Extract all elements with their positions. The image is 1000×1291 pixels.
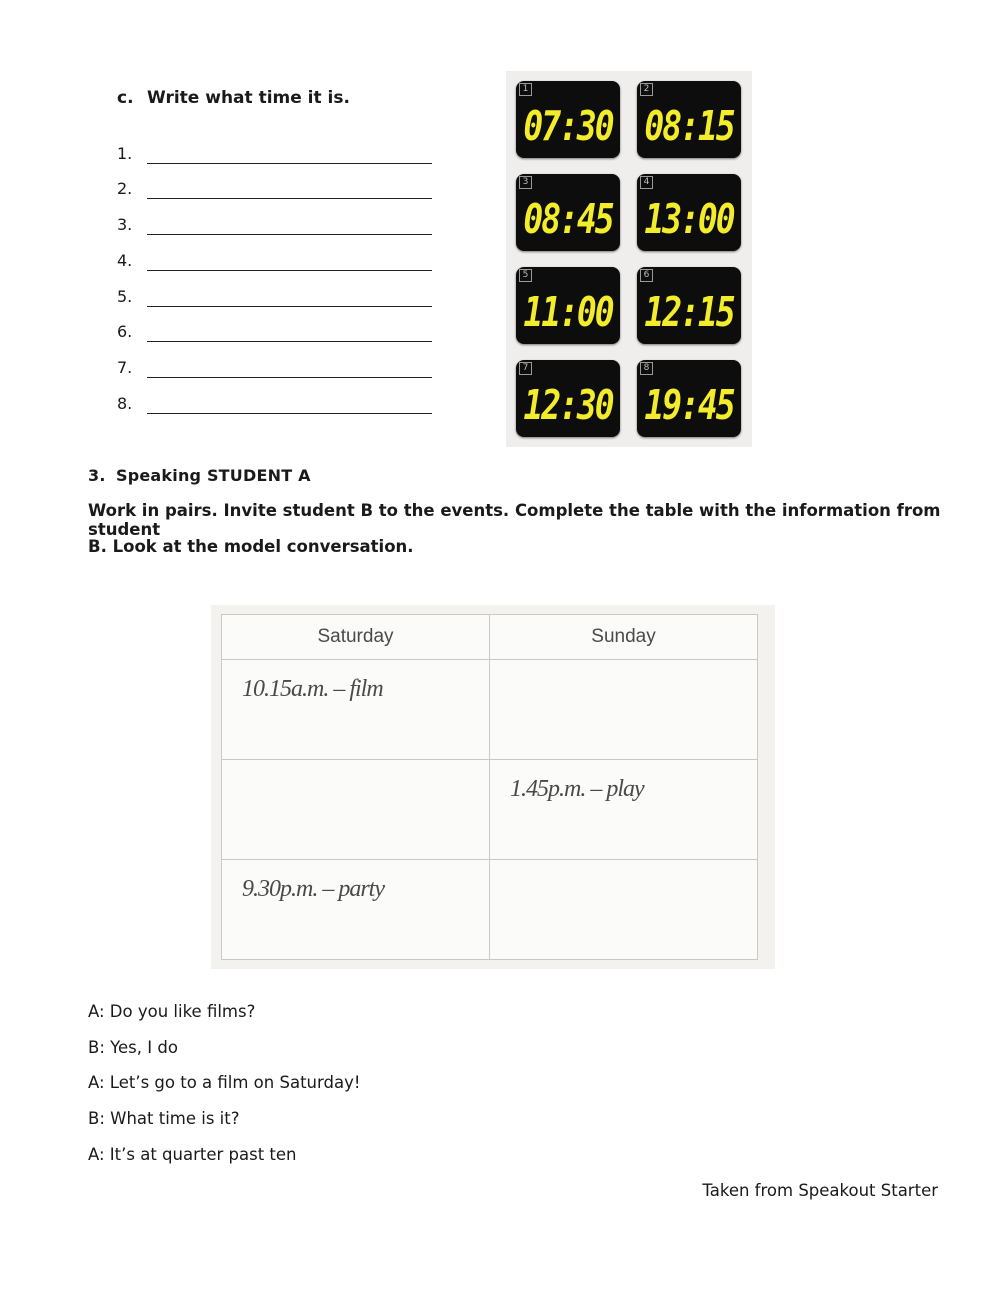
answer-blank[interactable] [147, 163, 432, 164]
digital-clock [516, 267, 620, 344]
answer-blank[interactable] [147, 341, 432, 342]
table-cell [222, 860, 490, 960]
table-row [222, 660, 758, 760]
digital-clock [637, 360, 741, 437]
events-table [221, 614, 758, 960]
digital-clock [637, 81, 741, 158]
answer-number: 4. [117, 251, 133, 270]
digital-clocks-picture [506, 71, 752, 447]
answer-number: 7. [117, 358, 133, 377]
answer-number: 2. [117, 179, 133, 198]
clock-time: 12:30 [523, 380, 613, 429]
event-entry: 1.45p.m. – play [510, 776, 644, 802]
exercise-c-heading [117, 88, 350, 108]
column-header-sunday: Sunday [490, 615, 758, 660]
clock-index: 1 [519, 83, 532, 96]
answer-blank[interactable] [147, 270, 432, 271]
table-cell[interactable] [222, 760, 490, 860]
table-header-row [222, 615, 758, 660]
table-cell[interactable] [490, 860, 758, 960]
answer-number: 6. [117, 322, 133, 341]
answer-blank[interactable] [147, 306, 432, 307]
answer-line[interactable] [117, 322, 432, 344]
answer-line[interactable] [117, 251, 432, 273]
digital-clock [516, 360, 620, 437]
dialogue-line: A: Let’s go to a film on Saturday! [88, 1073, 361, 1092]
digital-clock [516, 81, 620, 158]
answer-number: 8. [117, 394, 133, 413]
answer-line[interactable] [117, 144, 432, 166]
clock-time: 11:00 [523, 287, 613, 336]
answer-blank[interactable] [147, 413, 432, 414]
answer-line[interactable] [117, 215, 432, 237]
clock-index: 2 [640, 83, 653, 96]
instruction-line: B. Look at the model conversation. [88, 537, 414, 556]
source-credit: Taken from Speakout Starter [702, 1181, 938, 1200]
clock-index: 6 [640, 269, 653, 282]
answer-line[interactable] [117, 179, 432, 201]
section-number: 3. [88, 466, 106, 485]
table-cell[interactable] [490, 660, 758, 760]
answer-line[interactable] [117, 358, 432, 380]
event-entry [222, 760, 489, 776]
clock-index: 8 [640, 362, 653, 375]
answer-number: 3. [117, 215, 133, 234]
table-row [222, 860, 758, 960]
clock-time: 19:45 [644, 380, 734, 429]
answer-blank[interactable] [147, 198, 432, 199]
clock-index: 3 [519, 176, 532, 189]
event-entry [490, 860, 757, 876]
dialogue-line: A: It’s at quarter past ten [88, 1145, 297, 1164]
table-cell [490, 760, 758, 860]
event-entry: 9.30p.m. – party [242, 876, 384, 902]
answer-line[interactable] [117, 394, 432, 416]
table-cell [222, 660, 490, 760]
exercise-letter: c. [117, 88, 134, 108]
clock-time: 12:15 [644, 287, 734, 336]
event-entry: 10.15a.m. – film [242, 676, 383, 702]
exercise-title: Write what time it is. [147, 88, 350, 108]
clock-time: 07:30 [523, 101, 613, 150]
clock-index: 4 [640, 176, 653, 189]
dialogue-line: A: Do you like films? [88, 1002, 256, 1021]
clock-time: 13:00 [644, 194, 734, 243]
instruction-line: Work in pairs. Invite student B to the events. Complete the table with the information from student [88, 501, 941, 539]
answer-number: 5. [117, 287, 133, 306]
answer-blank[interactable] [147, 377, 432, 378]
clock-time: 08:15 [644, 101, 734, 150]
table-row [222, 760, 758, 860]
events-table-picture [211, 605, 775, 969]
column-header-saturday: Saturday [222, 615, 490, 660]
section-3-heading [88, 466, 311, 485]
dialogue-line: B: What time is it? [88, 1109, 240, 1128]
clock-index: 5 [519, 269, 532, 282]
event-entry [490, 660, 757, 676]
digital-clock [637, 267, 741, 344]
digital-clock [637, 174, 741, 251]
answer-number: 1. [117, 144, 133, 163]
answer-blank[interactable] [147, 234, 432, 235]
dialogue-line: B: Yes, I do [88, 1038, 178, 1057]
section-title: Speaking STUDENT A [116, 466, 311, 485]
digital-clock [516, 174, 620, 251]
clock-index: 7 [519, 362, 532, 375]
clock-time: 08:45 [523, 194, 613, 243]
answer-line[interactable] [117, 287, 432, 309]
